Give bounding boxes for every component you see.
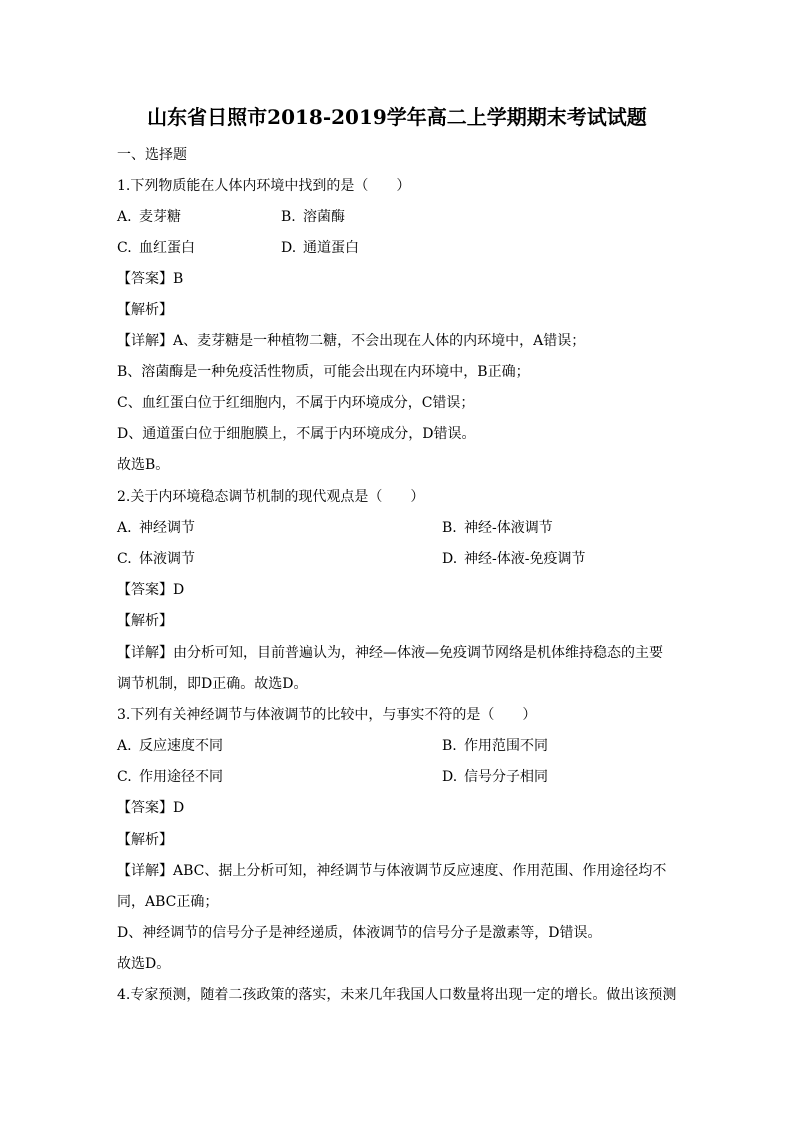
section-heading: 一、选择题 (117, 147, 187, 163)
option-text: 体液调节 (139, 551, 195, 567)
option-text: 反应速度不同 (139, 738, 223, 754)
option-text: 神经调节 (139, 520, 195, 536)
question-2-option-a (117, 518, 195, 538)
option-letter: D. (442, 551, 458, 567)
option-text: 神经-体液调节 (464, 520, 553, 536)
question-1-answer: 【答案】B (117, 271, 184, 287)
question-1-detail-line: 【详解】A、麦芽糖是一种植物二糖，不会出现在人体的内环境中，A错误； (117, 333, 586, 349)
question-3-detail-line: D、神经调节的信号分子是神经递质，体液调节的信号分子是激素等，D错误。 (117, 925, 602, 941)
option-letter: B. (442, 738, 457, 754)
question-3-detail-line: 同，ABC正确； (117, 894, 219, 910)
question-3-option-a (117, 736, 223, 756)
question-3-option-b (442, 736, 548, 756)
option-text: 神经-体液-免疫调节 (464, 551, 586, 567)
option-letter: A. (117, 520, 132, 536)
question-1-detail-line: B、溶菌酶是一种免疫活性物质，可能会出现在内环境中，B正确； (117, 364, 530, 380)
question-1-option-a (117, 207, 181, 227)
option-letter: A. (117, 209, 132, 225)
question-1-analysis: 【解析】 (117, 302, 173, 318)
question-1-detail-line: D、通道蛋白位于细胞膜上，不属于内环境成分，D错误。 (117, 426, 476, 442)
option-letter: D. (281, 240, 297, 256)
question-2-option-b (442, 518, 553, 538)
option-text: 血红蛋白 (139, 240, 195, 256)
option-letter: C. (117, 240, 132, 256)
question-3-option-c (117, 767, 223, 787)
option-text: 信号分子相同 (464, 769, 548, 785)
question-3-detail-line: 故选D。 (117, 956, 171, 972)
option-text: 通道蛋白 (303, 240, 359, 256)
question-2-answer: 【答案】D (117, 582, 185, 598)
option-letter: B. (281, 209, 296, 225)
question-4-stem: 4.专家预测，随着二孩政策的落实，未来几年我国人口数量将出现一定的增长。做出该预测 (117, 987, 677, 1003)
option-letter: A. (117, 738, 132, 754)
option-letter: C. (117, 551, 132, 567)
question-2-analysis: 【解析】 (117, 613, 173, 629)
page-title: 山东省日照市2018-2019学年高二上学期期末考试试题 (147, 105, 647, 129)
question-3-analysis: 【解析】 (117, 832, 173, 848)
question-3-stem: 3.下列有关神经调节与体液调节的比较中，与事实不符的是（ ） (117, 707, 537, 723)
option-text: 麦芽糖 (139, 209, 181, 225)
question-1-detail-line: C、血红蛋白位于红细胞内，不属于内环境成分，C错误； (117, 395, 475, 411)
option-text: 溶菌酶 (303, 209, 345, 225)
option-letter: C. (117, 769, 132, 785)
option-letter: D. (442, 769, 458, 785)
option-text: 作用范围不同 (464, 738, 548, 754)
question-1-stem: 1.下列物质能在人体内环境中找到的是（ ） (117, 178, 411, 194)
question-2-detail-line: 调节机制，即D正确。故选D。 (117, 676, 308, 692)
question-3-detail-line: 【详解】ABC、据上分析可知，神经调节与体液调节反应速度、作用范围、作用途径均不 (117, 863, 667, 879)
question-1-option-d (281, 238, 359, 258)
question-2-option-c (117, 549, 195, 569)
option-text: 作用途径不同 (139, 769, 223, 785)
option-letter: B. (442, 520, 457, 536)
question-3-answer: 【答案】D (117, 800, 185, 816)
question-2-option-d (442, 549, 585, 569)
question-2-stem: 2.关于内环境稳态调节机制的现代观点是（ ） (117, 489, 425, 505)
question-2-detail-line: 【详解】由分析可知，目前普遍认为，神经—体液—免疫调节网络是机体维持稳态的主要 (117, 645, 663, 661)
question-1-option-b (281, 207, 345, 227)
question-1-option-c (117, 238, 195, 258)
question-1-detail-line: 故选B。 (117, 457, 170, 473)
question-3-option-d (442, 767, 548, 787)
